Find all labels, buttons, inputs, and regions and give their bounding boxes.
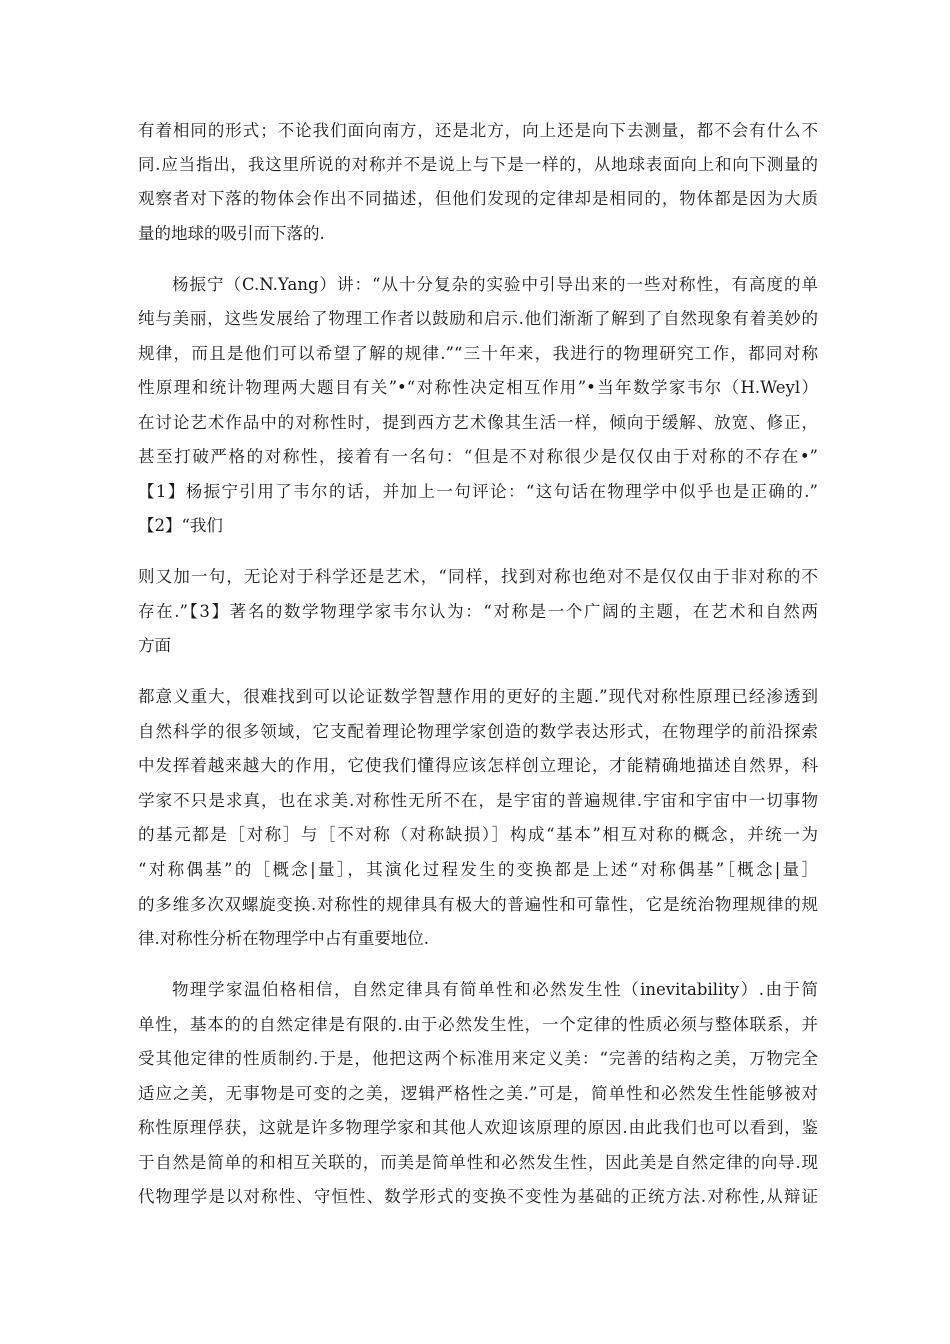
- text-line: 【1】杨振宁引用了韦尔的话，并加上一句评论：“这句话在物理学中似乎也是正确的.”: [138, 482, 818, 501]
- text-line: 于自然是简单的和相互关联的，而美是简单性和必然发生性，因此美是自然定律的向导.现: [138, 1153, 818, 1172]
- text-line: 规律，而且是他们可以希望了解的规律.”“三十年来，我进行的物理研究工作，都同对称: [138, 344, 818, 363]
- text-line: 中发挥着越来越大的作用，它使我们懂得应该怎样创立理论，才能精确地描述自然界，科: [138, 756, 818, 775]
- text-line: 【2】“我们: [138, 516, 223, 535]
- paragraph-start-line: 杨振宁（C.N.Yang）讲：“从十分复杂的实验中引导出来的一些对称性，有高度的单: [172, 275, 818, 294]
- text-line: 纯与美丽，这些发展给了物理工作者以鼓励和启示.他们渐渐了解到了自然现象有着美妙的: [138, 309, 818, 328]
- text-line: 都意义重大，很难找到可以论证数学智慧作用的更好的主题.”现代对称性原理已经渗透到: [138, 687, 818, 706]
- text-line: 律.对称性分析在物理学中占有重要地位.: [138, 929, 429, 948]
- text-line: 称性原理俘获，这就是许多物理学家和其他人欢迎该原理的原因.由此我们也可以看到，鉴: [138, 1118, 818, 1137]
- text-line: 存在.”【3】著名的数学物理学家韦尔认为：“对称是一个广阔的主题，在艺术和自然两: [138, 602, 818, 621]
- text-line: 单性，基本的的自然定律是有限的.由于必然发生性，一个定律的性质必须与整体联系，并: [138, 1015, 818, 1034]
- text-line: 的基元都是［对称］与［不对称（对称缺损）］构成“基本”相互对称的概念，并统一为: [138, 825, 818, 844]
- text-line: 方面: [138, 636, 171, 655]
- text-line: 在讨论艺术作品中的对称性时，提到西方艺术像其生活一样，倾向于缓解、放宽、修正，: [138, 413, 818, 432]
- text-line: 同.应当指出，我这里所说的对称并不是说上与下是一样的，从地球表面向上和向下测量的: [138, 155, 818, 174]
- text-line: 观察者对下落的物体会作出不同描述，但他们发现的定律却是相同的，物体都是因为大质: [138, 189, 818, 208]
- text-line: “对称偶基”的［概念|量］，其演化过程发生的变换都是上述“对称偶基”［概念|量］: [138, 860, 818, 879]
- text-line: 代物理学是以对称性、守恒性、数学形式的变换不变性为基础的正统方法.对称性,从辩证: [138, 1187, 818, 1206]
- text-line: 适应之美，无事物是可变的之美，逻辑严格性之美.”可是，简单性和必然发生性能够被对: [138, 1084, 818, 1103]
- text-line: 受其他定律的性质制约.于是，他把这两个标准用来定义美：“完善的结构之美，万物完全: [138, 1049, 818, 1068]
- text-line: 性原理和统计物理两大题目有关”•“对称性决定相互作用”•当年数学家韦尔（H.Weyl）: [138, 378, 818, 397]
- text-line: 学家不只是求真，也在求美.对称性无所不在，是宇宙的普遍规律.宇宙和宇宙中一切事物: [138, 791, 818, 810]
- paragraph-start-line: 物理学家温伯格相信，自然定律具有简单性和必然发生性（inevitability）.由于简: [172, 980, 818, 999]
- text-line: 有着相同的形式；不论我们面向南方，还是北方，向上还是向下去测量，都不会有什么不: [138, 121, 818, 140]
- text-line: 甚至打破严格的对称性，接着有一名句：“但是不对称很少是仅仅由于对称的不存在•”: [138, 447, 818, 466]
- text-line: 量的地球的吸引而下落的.: [138, 224, 325, 243]
- text-line: 则又加一句，无论对于科学还是艺术，“同样，找到对称也绝对不是仅仅由于非对称的不: [138, 567, 818, 586]
- text-line: 自然科学的很多领域，它支配着理论物理学家创造的数学表达形式，在物理学的前沿探索: [138, 722, 818, 741]
- text-line: 的多维多次双螺旋变换.对称性的规律具有极大的普遍性和可靠性，它是统治物理规律的规: [138, 895, 818, 914]
